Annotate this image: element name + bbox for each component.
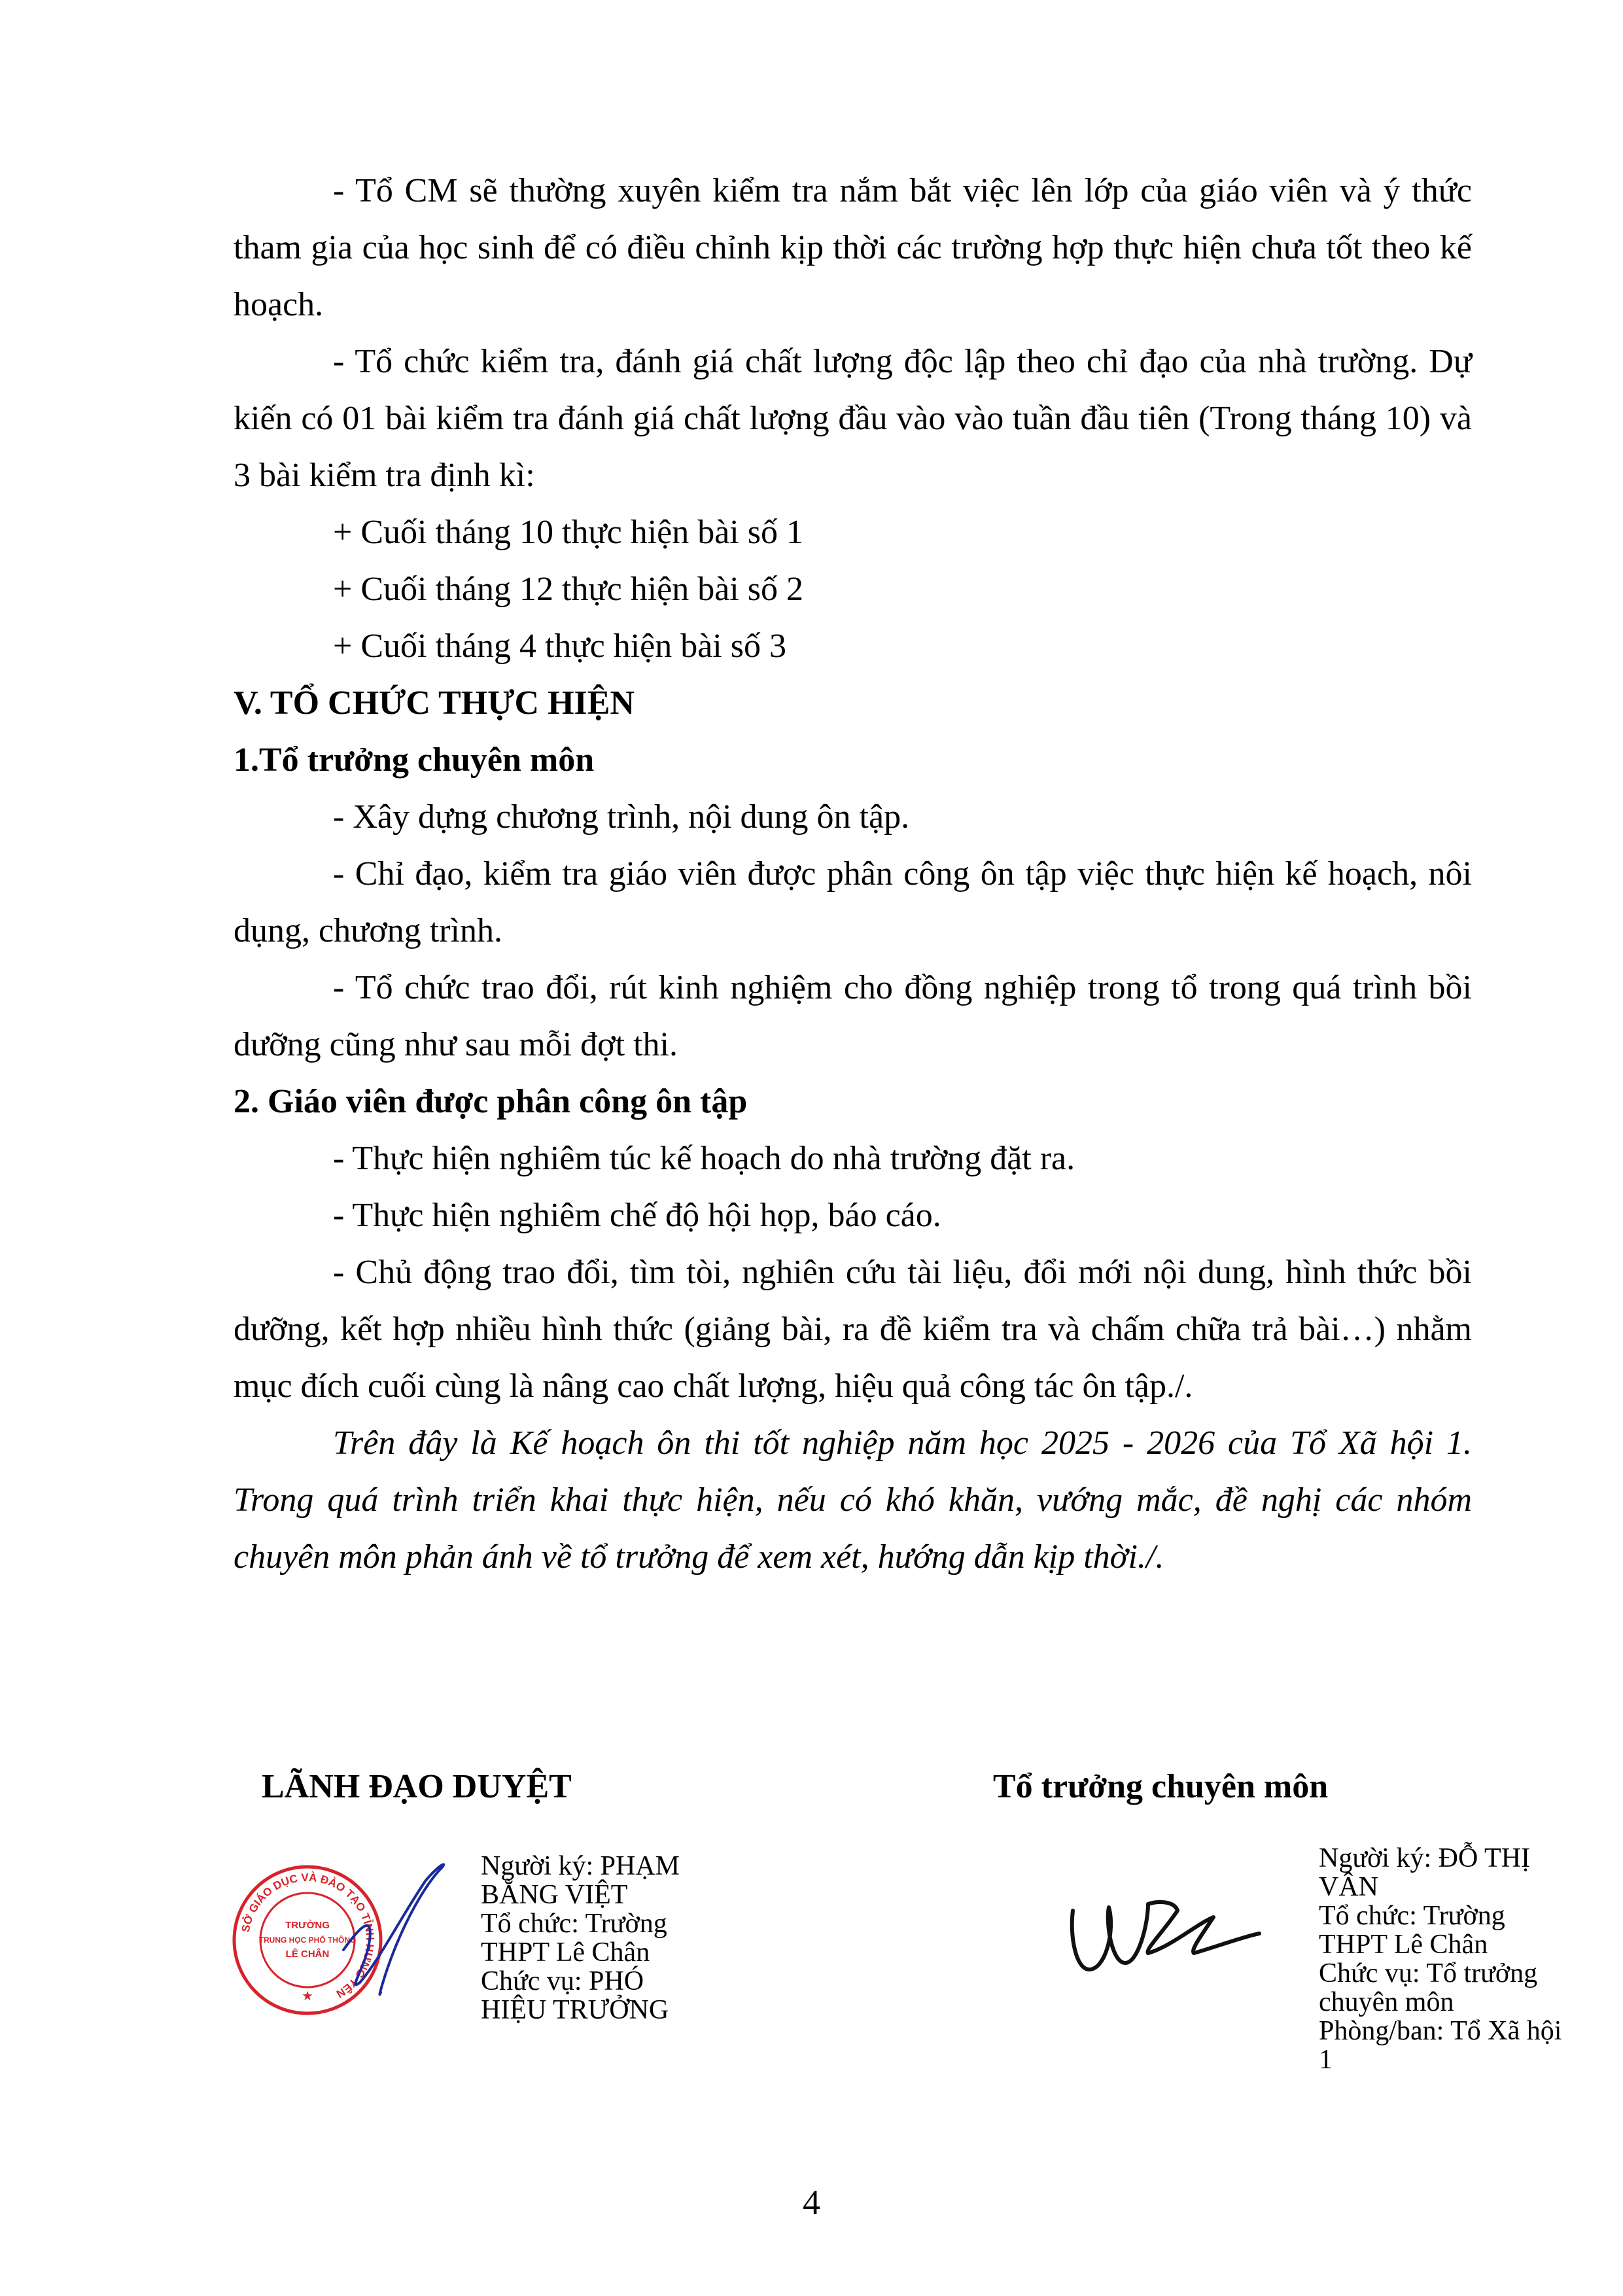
list-item: - Thực hiện nghiêm túc kế hoạch do nhà trường đặt ra. <box>333 1140 1075 1177</box>
page-number: 4 <box>803 2183 820 2222</box>
seal-inner-text: TRƯỜNG <box>285 1920 330 1931</box>
list-item: - Xây dựng chương trình, nội dung ôn tập. <box>333 798 910 836</box>
signer-line: 1 <box>1319 2045 1333 2075</box>
signer-line: Người ký: PHẠM <box>481 1851 680 1881</box>
department-head-signature-icon <box>1060 1871 1269 1996</box>
svg-text:★: ★ <box>302 1989 313 2004</box>
department-head-signature-info <box>1319 1844 1607 2074</box>
list-item: - Tổ chức trao đổi, rút kinh nghiệm cho đồng nghiệp trong tổ trong quá trình bồi dưỡng cũng như sau mỗi đợt thi. <box>234 969 1472 1063</box>
signer-line: THPT Lê Chân <box>481 1937 650 1968</box>
list-item: - Chủ động trao đổi, tìm tòi, nghiên cứu tài liệu, đổi mới nội dung, hình thức bồi dưỡng, kết hợp nhiều hình thức (giảng bài, ra đề kiểm tra và chấm chữa trả bài…) nhằm mục đích cuối cùng là nâng cao chất lượng, hiệu quả công tác ôn tập./. <box>234 1254 1472 1405</box>
closing-paragraph: Trên đây là Kế hoạch ôn thi tốt nghiệp năm học 2025 - 2026 của Tổ Xã hội 1. Trong quá trình triển khai thực hiện, nếu có khó khăn, vướng mắc, đề nghị các nhóm chuyên môn phản ánh về tổ trưởng để xem xét, hướng dẫn kịp thời./. <box>234 1424 1472 1576</box>
list-item: + Cuối tháng 12 thực hiện bài số 2 <box>333 571 803 608</box>
signer-line: chuyên môn <box>1319 1987 1454 2017</box>
signer-line: BẰNG VIỆT <box>481 1880 628 1910</box>
signer-line: Chức vụ: PHÓ <box>481 1966 644 1996</box>
subheading-assigned-teachers: 2. Giáo viên được phân công ôn tập <box>234 1083 748 1120</box>
signer-line: Chức vụ: Tổ trưởng <box>1319 1958 1538 1988</box>
subheading-head-of-department: 1.Tổ trưởng chuyên môn <box>234 741 595 779</box>
list-item: + Cuối tháng 4 thực hiện bài số 3 <box>333 627 786 665</box>
signer-line: HIỆU TRƯỞNG <box>481 1995 669 2025</box>
seal-stamp <box>234 1867 381 2013</box>
approver-signature-icon <box>343 1864 444 1994</box>
seal-inner-text: TRUNG HỌC PHỔ THÔNG <box>258 1935 357 1945</box>
list-item: + Cuối tháng 10 thực hiện bài số 1 <box>333 514 803 551</box>
list-item: - Thực hiện nghiêm chế độ hội họp, báo cáo. <box>333 1197 941 1234</box>
signer-line: Tổ chức: Trường <box>1319 1901 1505 1931</box>
paragraph-check-teaching: - Tổ CM sẽ thường xuyên kiểm tra nắm bắt việc lên lớp của giáo viên và ý thức tham gia của học sinh để có điều chỉnh kịp thời các trường hợp thực hiện chưa tốt theo kế hoạch. <box>234 172 1472 323</box>
approver-title: LÃNH ĐẠO DUYỆT <box>262 1768 572 1805</box>
paragraph-quality-tests: - Tổ chức kiểm tra, đánh giá chất lượng độc lập theo chỉ đạo của nhà trường. Dự kiến có 01 bài kiểm tra đánh giá chất lượng đầu vào vào tuần đầu tiên (Trong tháng 10) và 3 bài kiểm tra định kì: <box>234 343 1472 494</box>
signer-line: Phòng/ban: Tổ Xã hội <box>1319 2016 1562 2046</box>
signer-line: VÂN <box>1319 1872 1378 1902</box>
section-heading-v: V. TỔ CHỨC THỰC HIỆN <box>234 684 635 722</box>
department-head-title: Tổ trưởng chuyên môn <box>993 1768 1329 1805</box>
approver-signature-info <box>481 1852 729 2024</box>
seal-inner-text: LÊ CHÂN <box>285 1949 330 1960</box>
signer-line: Tổ chức: Trường <box>481 1909 667 1939</box>
seal-ring-text: SỞ GIÁO DỤC VÀ ĐÀO TẠO TỈNH HƯNG YÊN <box>239 1871 377 2001</box>
official-seal-icon <box>209 1842 497 2032</box>
signer-line: Người ký: ĐỖ THỊ <box>1319 1843 1531 1873</box>
signer-line: THPT Lê Chân <box>1319 1930 1488 1960</box>
list-item: - Chỉ đạo, kiểm tra giáo viên được phân công ôn tập việc thực hiện kế hoạch, nôi dụng, chương trình. <box>234 855 1472 949</box>
document-body <box>234 162 1472 1585</box>
